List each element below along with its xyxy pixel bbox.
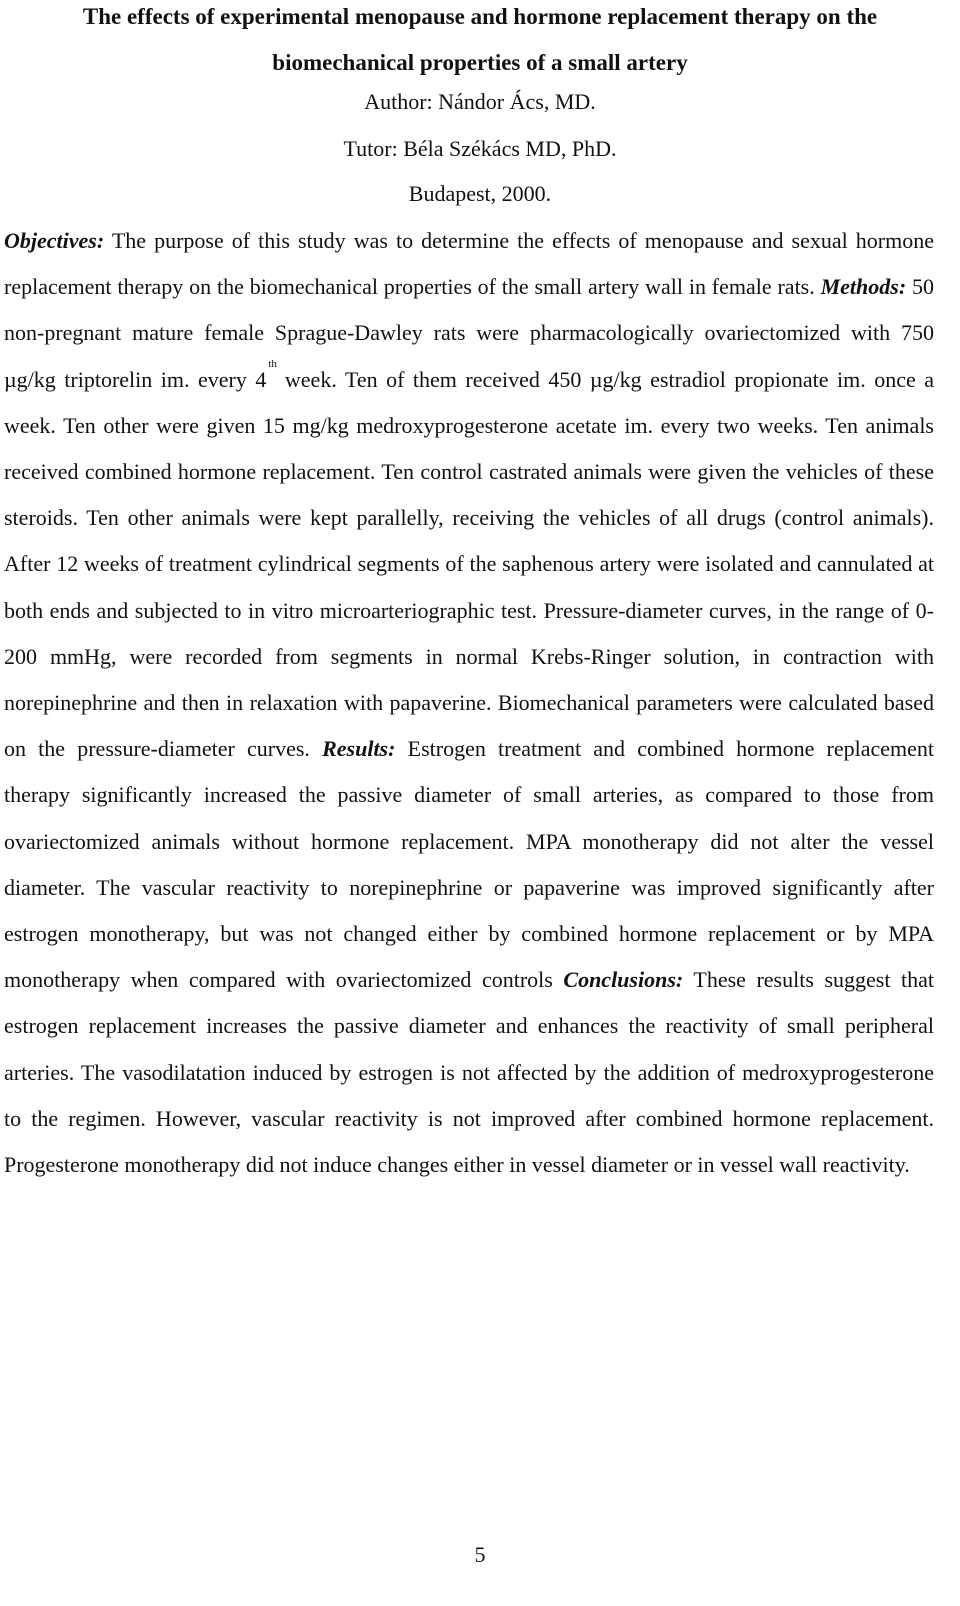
ordinal-superscript: th: [268, 357, 277, 370]
results-heading: Results:: [322, 736, 396, 762]
methods-text-2: week. Ten of them received 450 µg/kg estradiol propionate im. once a week. Ten other were given 15 mg/kg medroxyprogesterone acetate im. every two weeks. Ten animals received combined hormone replacement. Ten control castrated animals were given the vehicles of these steroids. Ten other animals were kept parallelly, receiving the vehicles of all drugs (control animals). After 12 weeks of treatment cylindrical segments of the saphenous artery were isolated and cannulated at both ends and subjected to in vitro microarteriographic test. Pressure-diameter curves, in the range of 0-200 mmHg, were recorded from segments in normal Krebs-Ringer solution, in contraction with norepinephrine and then in relaxation with papaverine. Biomechanical parameters were calculated based on the pressure-diameter curves.: [4, 366, 935, 762]
author-line: Author: Nándor Ács, MD.: [364, 89, 596, 114]
conclusions-text: These results suggest that estrogen replacement increases the passive diameter and enhances the reactivity of small peripheral arteries. The vasodilatation induced by estrogen is not affected by the addition of medroxyprogesterone to the regimen. However, vascular reactivity is not improved after combined hormone replacement. Progesterone monotherapy did not induce changes either in vessel diameter or in vessel wall reactivity.: [4, 967, 934, 1178]
document-title: [0, 0, 960, 86]
methods-text-1: 50 non-pregnant mature female Sprague-Dawley rats were pharmacologically ovariectomized with 750 µg/kg triptorelin im. every 4: [4, 274, 934, 392]
results-text: Estrogen treatment and combined hormone replacement therapy significantly increased the passive diameter of small arteries, as compared to those from ovariectomized animals without hormone replacement. MPA monotherapy did not alter the vessel diameter. The vascular reactivity to norepinephrine or papaverine was improved significantly after estrogen monotherapy, but was not changed either by combined hormone replacement or by MPA monotherapy when compared with ovariectomized controls: [4, 736, 934, 993]
page-number: 5: [474, 1542, 486, 1567]
methods-heading: Methods:: [820, 274, 907, 300]
conclusions-heading: Conclusions:: [563, 967, 684, 993]
tutor-line: Tutor: Béla Székács MD, PhD.: [343, 136, 617, 161]
objectives-heading: Objectives:: [4, 228, 105, 253]
objectives-text: The purpose of this study was to determine the effects of menopause and sexual hormone replacement therapy on the biomechanical properties of the small artery wall in female rats.: [4, 228, 934, 300]
place-date-line: Budapest, 2000.: [408, 181, 552, 206]
title-line-2: biomechanical properties of a small artery: [272, 50, 688, 75]
abstract-paragraph: [4, 218, 934, 1188]
title-line-1: The effects of experimental menopause and hormone replacement therapy on the: [82, 4, 878, 29]
